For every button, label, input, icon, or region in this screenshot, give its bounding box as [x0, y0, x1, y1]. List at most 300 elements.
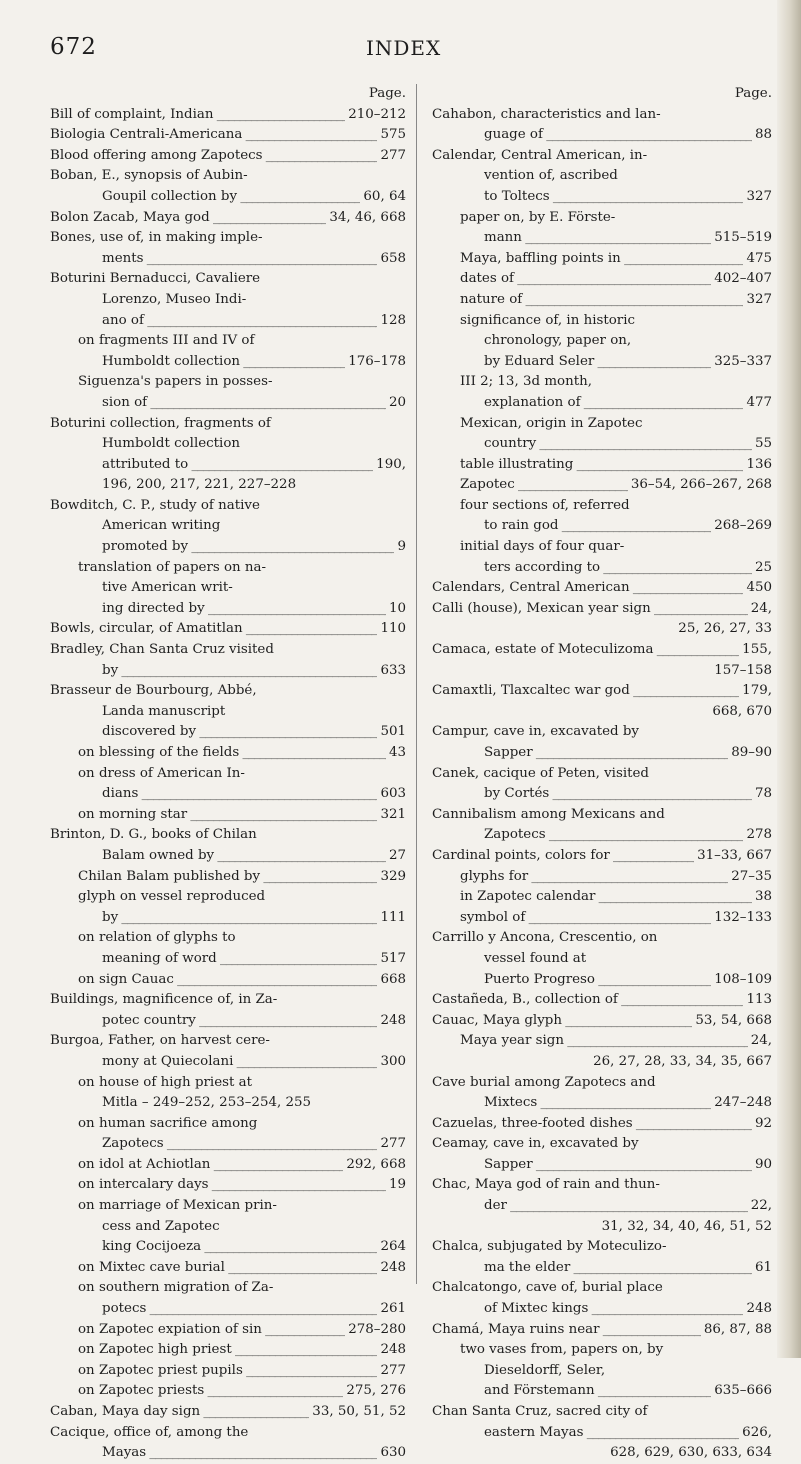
entry-pages: 277	[377, 1361, 406, 1382]
entry-pages: 89–90	[728, 743, 772, 764]
index-entry-line	[432, 331, 772, 352]
index-entry-line	[432, 805, 772, 826]
entry-pages: 132–133	[711, 908, 772, 929]
entry-text: sion of _____	[102, 393, 406, 414]
entry-text: explanation of _____	[484, 393, 772, 414]
entry-pages: 43	[386, 743, 406, 764]
entry-text: Bradley, Chan Santa Cruz visited	[50, 642, 274, 658]
entry-text: der _____	[484, 1196, 772, 1217]
index-entry-line	[50, 372, 406, 393]
entry-pages: 78	[752, 784, 772, 805]
entry-pages: 575	[377, 125, 406, 146]
page-number: 672	[50, 34, 97, 60]
entry-text: American writing	[102, 518, 221, 534]
index-entry-line	[432, 558, 772, 579]
entry-text: Lorenzo, Museo Indi-	[102, 291, 247, 307]
entry-pages: 477	[743, 393, 772, 414]
entry-pages: 630	[377, 1443, 406, 1464]
entry-text: Bolon Zacab, Maya god _____	[50, 208, 406, 229]
entry-text: Bowditch, C. P., study of native	[50, 497, 260, 513]
entry-text: four sections of, referred	[460, 497, 630, 513]
index-entry-line	[50, 125, 406, 146]
entry-pages: 450	[743, 578, 772, 599]
entry-text: glyphs for _____	[460, 867, 772, 888]
index-entry-line	[50, 208, 406, 229]
entry-pages: 31, 32, 34, 40, 46, 51, 52	[599, 1217, 772, 1238]
entry-text: Chalcatongo, cave of, burial place	[432, 1280, 663, 1296]
page-column-label: Page.	[368, 86, 406, 101]
index-entry-line	[432, 681, 772, 702]
index-entry-line	[50, 393, 406, 414]
index-entry-line	[50, 867, 406, 888]
entry-text: Brinton, D. G., books of Chilan	[50, 827, 257, 843]
entry-text: Chac, Maya god of rain and thun-	[432, 1177, 660, 1193]
entry-pages: 27–35	[728, 867, 772, 888]
index-entry-line	[50, 578, 406, 599]
entry-pages: 136	[743, 455, 772, 476]
entry-text: of Mixtec kings _____	[484, 1299, 772, 1320]
index-entry-line	[432, 949, 772, 970]
index-entry-line	[50, 949, 406, 970]
entry-text: eastern Mayas _____	[484, 1423, 772, 1444]
index-entry-line	[50, 681, 406, 702]
index-entry-line	[432, 1114, 772, 1135]
entry-pages: 88	[752, 125, 772, 146]
entry-text: Chamá, Maya ruins near _____	[432, 1320, 772, 1341]
entry-pages: 26, 27, 28, 33, 34, 35, 667	[590, 1052, 772, 1073]
index-column-left	[50, 84, 406, 1464]
index-entry-line	[50, 702, 406, 723]
index-entry-line	[50, 1423, 406, 1444]
entry-pages: 60, 64	[360, 187, 406, 208]
index-entry-line	[432, 743, 772, 764]
index-entry-line	[50, 1073, 406, 1094]
entry-pages: 61	[752, 1258, 772, 1279]
index-entry-line	[432, 640, 772, 661]
index-entry-line	[432, 1402, 772, 1423]
entry-text: mann _____	[484, 228, 772, 249]
index-entry-line	[432, 1052, 772, 1073]
entry-text: Cauac, Maya glyph _____	[432, 1011, 772, 1032]
entry-text: tive American writ-	[102, 580, 233, 596]
entry-text: Cannibalism among Mexicans and	[432, 806, 665, 822]
entry-text: on dress of American In-	[78, 765, 245, 781]
entry-text: significance of, in historic	[460, 312, 635, 328]
entry-text: attributed to _____	[102, 455, 406, 476]
index-entry-line	[50, 825, 406, 846]
entry-text: ano of _____	[102, 311, 406, 332]
entry-text: on Mixtec cave burial _____	[78, 1258, 406, 1279]
entry-text: Goupil collection by _____	[102, 187, 406, 208]
entry-text: Zapotecs _____	[102, 1134, 406, 1155]
index-entry-line	[50, 269, 406, 290]
entry-text: and Förstemann _____	[484, 1381, 772, 1402]
entry-text: Castañeda, B., collection of _____	[432, 990, 772, 1011]
entry-pages: 113	[743, 990, 772, 1011]
index-entry-line	[50, 1093, 406, 1114]
entry-text: Camaxtli, Tlaxcaltec war god _____	[432, 681, 772, 702]
index-entry-line	[50, 1134, 406, 1155]
index-entry-line	[50, 1299, 406, 1320]
index-entry-line	[432, 784, 772, 805]
entry-text: nature of _____	[460, 290, 772, 311]
entry-pages: 248	[377, 1258, 406, 1279]
index-entry-line	[432, 372, 772, 393]
entry-text: Siguenza's papers in posses-	[78, 374, 273, 390]
index-entry-line	[432, 1443, 772, 1464]
entry-pages: 668, 670	[709, 702, 772, 723]
index-entry-line	[432, 455, 772, 476]
entry-pages: 176–178	[345, 352, 406, 373]
index-entry-line	[432, 1278, 772, 1299]
index-entry-line	[432, 599, 772, 620]
entry-text: Cahabon, characteristics and lan-	[432, 106, 661, 122]
index-entry-line	[432, 1217, 772, 1238]
entry-pages: 38	[752, 887, 772, 908]
entry-pages: 300	[377, 1052, 406, 1073]
entry-text: discovered by _____	[102, 722, 406, 743]
entry-text: on intercalary days _____	[78, 1175, 406, 1196]
entry-pages: 90	[752, 1155, 772, 1176]
index-entry-line	[50, 887, 406, 908]
entry-text: to rain god _____	[484, 516, 772, 537]
index-entry-line	[50, 764, 406, 785]
index-entry-line	[50, 1402, 406, 1423]
entry-pages: 277	[377, 146, 406, 167]
entry-text: guage of _____	[484, 125, 772, 146]
index-entry-line	[432, 125, 772, 146]
entry-text: Dieseldorff, Seler,	[484, 1362, 606, 1378]
entry-pages: 329	[377, 867, 406, 888]
entry-text: Cardinal points, colors for _____	[432, 846, 772, 867]
index-entry-line	[432, 722, 772, 743]
entry-text: on Zapotec high priest _____	[78, 1340, 406, 1361]
entry-pages: 190,	[373, 455, 406, 476]
entry-pages: 247–248	[711, 1093, 772, 1114]
index-entry-line	[50, 1258, 406, 1279]
index-entry-line	[50, 414, 406, 435]
entry-text: symbol of _____	[460, 908, 772, 929]
entry-pages: 55	[752, 434, 772, 455]
entry-text: Carrillo y Ancona, Crescentio, on	[432, 930, 658, 946]
entry-text: Bones, use of, in making imple-	[50, 230, 263, 246]
entry-text: Caban, Maya day sign _____	[50, 1402, 406, 1423]
entry-text: Humboldt collection _____	[102, 352, 406, 373]
index-entry-line	[432, 825, 772, 846]
entry-text: vention of, ascribed	[484, 168, 618, 184]
index-entry-line	[432, 228, 772, 249]
index-entry-line	[432, 887, 772, 908]
index-entry-line	[50, 496, 406, 517]
entry-text: Humboldt collection	[102, 436, 241, 452]
entry-pages: 25	[752, 558, 772, 579]
entry-text: on house of high priest at	[78, 1074, 252, 1090]
index-entry-line	[432, 434, 772, 455]
entry-pages: 327	[743, 290, 772, 311]
index-entry-line	[50, 1443, 406, 1464]
entry-text: by Cortés _____	[484, 784, 772, 805]
entry-pages: 53, 54, 668	[692, 1011, 772, 1032]
entry-pages: 321	[377, 805, 406, 826]
entry-pages: 108–109	[711, 970, 772, 991]
index-entry-line	[432, 475, 772, 496]
index-entry-line	[50, 1114, 406, 1135]
entry-text: ma the elder _____	[484, 1258, 772, 1279]
entry-pages: 278–280	[345, 1320, 406, 1341]
entry-text: promoted by _____	[102, 537, 406, 558]
entry-text: king Cocijoeza _____	[102, 1237, 406, 1258]
entry-pages: 19	[386, 1175, 406, 1196]
entry-pages: 155,	[739, 640, 772, 661]
entry-text: Bowls, circular, of Amatitlan _____	[50, 619, 406, 640]
page-header	[0, 34, 801, 64]
index-entry-line	[50, 311, 406, 332]
index-entry-line	[50, 249, 406, 270]
entry-text: paper on, by E. Förste-	[460, 209, 616, 225]
index-entry-line	[432, 908, 772, 929]
entry-pages: 22,	[748, 1196, 772, 1217]
entry-text: on Zapotec priests _____	[78, 1381, 406, 1402]
entry-text: country _____	[484, 434, 772, 455]
entry-pages: 264	[377, 1237, 406, 1258]
index-entry-line	[50, 722, 406, 743]
entry-pages: 248	[377, 1340, 406, 1361]
index-entry-line	[432, 1196, 772, 1217]
index-entry-line	[50, 105, 406, 126]
index-entry-line	[50, 558, 406, 579]
index-entry-line	[50, 908, 406, 929]
entry-pages: 278	[743, 825, 772, 846]
entry-text: Campur, cave in, excavated by	[432, 724, 639, 740]
index-entry-line	[50, 599, 406, 620]
entry-text: in Zapotec calendar _____	[460, 887, 772, 908]
entry-pages: 261	[377, 1299, 406, 1320]
entry-text: Biologia Centrali-Americana _____	[50, 125, 406, 146]
entry-text: by _____	[102, 908, 406, 929]
index-entry-line	[432, 1011, 772, 1032]
index-entry-line	[432, 1093, 772, 1114]
entry-text: meaning of word _____	[102, 949, 406, 970]
index-entry-line	[432, 1134, 772, 1155]
index-entry-line	[50, 1320, 406, 1341]
page-edge-shadow	[777, 0, 801, 1358]
index-entry-line	[432, 496, 772, 517]
index-entry-line	[50, 1237, 406, 1258]
entry-text: on relation of glyphs to	[78, 930, 236, 946]
index-entry-line	[432, 1155, 772, 1176]
entry-text: Chilan Balam published by _____	[78, 867, 406, 888]
index-entry-line	[50, 475, 406, 496]
index-entry-line	[432, 928, 772, 949]
entry-text: Sapper _____	[484, 1155, 772, 1176]
entry-pages: 24,	[748, 1031, 772, 1052]
entry-pages: 36–54, 266–267, 268	[628, 475, 772, 496]
index-entry-line	[50, 846, 406, 867]
entry-pages: 402–407	[711, 269, 772, 290]
index-entry-line	[432, 661, 772, 682]
entry-text: Ceamay, cave in, excavated by	[432, 1136, 639, 1152]
index-entry-line	[50, 146, 406, 167]
entry-pages: 517	[377, 949, 406, 970]
entry-pages: 27	[386, 846, 406, 867]
entry-text: on human sacrifice among	[78, 1115, 258, 1131]
entry-pages: 248	[377, 1011, 406, 1032]
entry-text: on Zapotec priest pupils _____	[78, 1361, 406, 1382]
entry-text: by _____	[102, 661, 406, 682]
entry-text: potec country _____	[102, 1011, 406, 1032]
index-entry-line	[432, 970, 772, 991]
entry-text: III 2; 13, 3d month,	[460, 374, 592, 390]
index-entry-line	[432, 208, 772, 229]
entry-text: glyph on vessel reproduced	[78, 889, 266, 905]
entry-pages: 635–666	[711, 1381, 772, 1402]
entry-pages: 275, 276	[343, 1381, 406, 1402]
entry-text: Boban, E., synopsis of Aubin-	[50, 168, 248, 184]
entry-pages: 501	[377, 722, 406, 743]
index-entry-line	[50, 331, 406, 352]
index-column-right	[432, 84, 772, 1464]
index-entry-line	[432, 619, 772, 640]
entry-pages: 515–519	[711, 228, 772, 249]
entry-text: cess and Zapotec	[102, 1218, 220, 1234]
entry-pages: 210–212	[345, 105, 406, 126]
entry-text: Cazuelas, three-footed dishes _____	[432, 1114, 772, 1135]
index-entry-line	[432, 516, 772, 537]
entry-text: Zapotecs _____	[484, 825, 772, 846]
index-entry-line	[50, 661, 406, 682]
index-entry-line	[432, 311, 772, 332]
entry-text: Brasseur de Bourbourg, Abbé,	[50, 683, 257, 699]
index-entry-line	[50, 784, 406, 805]
index-entry-line	[432, 187, 772, 208]
entry-text: dates of _____	[460, 269, 772, 290]
entry-text: Chalca, subjugated by Moteculizo-	[432, 1239, 667, 1255]
index-entry-line	[432, 146, 772, 167]
column-divider	[416, 84, 417, 1284]
index-entry-line	[432, 1320, 772, 1341]
index-entry-line	[432, 1361, 772, 1382]
entry-text: Zapotec _____	[460, 475, 772, 496]
index-entry-line	[50, 434, 406, 455]
entry-pages: 31–33, 667	[694, 846, 772, 867]
entry-text: chronology, paper on,	[484, 333, 632, 349]
index-entry-line	[50, 1031, 406, 1052]
entry-text: mony at Quiecolani _____	[102, 1052, 406, 1073]
entry-text: Mitla – 249–252, 253–254, 255	[102, 1095, 312, 1111]
entry-text: on blessing of the fields _____	[78, 743, 406, 764]
index-entry-line	[432, 1258, 772, 1279]
entry-text: Puerto Progreso _____	[484, 970, 772, 991]
entry-pages: 157–158	[711, 661, 772, 682]
index-entry-line	[50, 970, 406, 991]
entry-pages: 633	[377, 661, 406, 682]
entry-pages: 111	[377, 908, 406, 929]
index-entry-line	[50, 1052, 406, 1073]
entry-text: on sign Cauac _____	[78, 970, 406, 991]
index-entry-line	[432, 269, 772, 290]
entry-pages: 86, 87, 88	[701, 1320, 772, 1341]
entry-text: Chan Santa Cruz, sacred city of	[432, 1404, 648, 1419]
entry-text: 196, 200, 217, 221, 227–228	[102, 477, 297, 493]
index-entry-line	[50, 537, 406, 558]
entry-pages: 658	[377, 249, 406, 270]
index-entry-line	[432, 578, 772, 599]
entry-text: Mayas _____	[102, 1443, 406, 1464]
index-entry-line	[432, 764, 772, 785]
index-entry-line	[50, 990, 406, 1011]
entry-text: table illustrating _____	[460, 455, 772, 476]
entry-text: Maya, baffling points in _____	[460, 249, 772, 270]
index-entry-line	[432, 105, 772, 126]
entry-text: Blood offering among Zapotecs _____	[50, 146, 406, 167]
index-entry-line	[432, 867, 772, 888]
index-entry-line	[50, 1217, 406, 1238]
entry-text: initial days of four quar-	[460, 539, 625, 555]
entry-text: Canek, cacique of Peten, visited	[432, 765, 649, 781]
index-entry-line	[432, 990, 772, 1011]
index-entry-line	[50, 928, 406, 949]
entry-pages: 24,	[748, 599, 772, 620]
entry-text: ments _____	[102, 249, 406, 270]
entry-text: to Toltecs _____	[484, 187, 772, 208]
index-entry-line	[432, 1381, 772, 1402]
entry-text: Maya year sign _____	[460, 1031, 772, 1052]
index-entry-line	[432, 1031, 772, 1052]
entry-text: Landa manuscript	[102, 703, 226, 719]
entry-pages: 277	[377, 1134, 406, 1155]
entry-pages: 10	[386, 599, 406, 620]
entry-pages: 92	[752, 1114, 772, 1135]
entry-text: Mixtecs _____	[484, 1093, 772, 1114]
page-column-label: Page.	[734, 86, 772, 101]
entry-text: vessel found at	[484, 950, 587, 966]
index-entry-line	[50, 516, 406, 537]
entry-pages: 34, 46, 668	[326, 208, 406, 229]
entry-text: ters according to _____	[484, 558, 772, 579]
index-entry-line	[432, 1423, 772, 1444]
entry-text: Boturini Bernaducci, Cavaliere	[50, 271, 261, 287]
entry-text: on fragments III and IV of	[78, 333, 255, 349]
index-entry-line	[50, 640, 406, 661]
index-entry-line	[432, 393, 772, 414]
index-entry-line	[432, 249, 772, 270]
index-entry-line	[50, 1196, 406, 1217]
entry-pages: 179,	[739, 681, 772, 702]
entry-text: Burgoa, Father, on harvest cere-	[50, 1033, 270, 1049]
entry-text: on Zapotec expiation of sin _____	[78, 1320, 406, 1341]
entry-text: Boturini collection, fragments of	[50, 415, 271, 431]
index-entry-line	[432, 1237, 772, 1258]
index-entry-line	[50, 1011, 406, 1032]
index-entry-line	[50, 166, 406, 187]
index-entry-line	[432, 1073, 772, 1094]
entry-text: Cacique, office of, among the	[50, 1424, 249, 1440]
entry-text: on morning star _____	[78, 805, 406, 826]
entry-text: Sapper _____	[484, 743, 772, 764]
entry-pages: 668	[377, 970, 406, 991]
index-entry-line	[50, 290, 406, 311]
index-entry-line	[50, 743, 406, 764]
entry-text: ing directed by _____	[102, 599, 406, 620]
entry-pages: 475	[743, 249, 772, 270]
index-entry-line	[50, 228, 406, 249]
entry-text: Calli (house), Mexican year sign _____	[432, 599, 772, 620]
entry-text: Buildings, magnificence of, in Za-	[50, 992, 278, 1008]
entry-text: Cave burial among Zapotecs and	[432, 1074, 656, 1090]
entry-pages: 626,	[739, 1423, 772, 1444]
entry-text: Calendar, Central American, in-	[432, 147, 648, 163]
index-entry-line	[50, 1155, 406, 1176]
